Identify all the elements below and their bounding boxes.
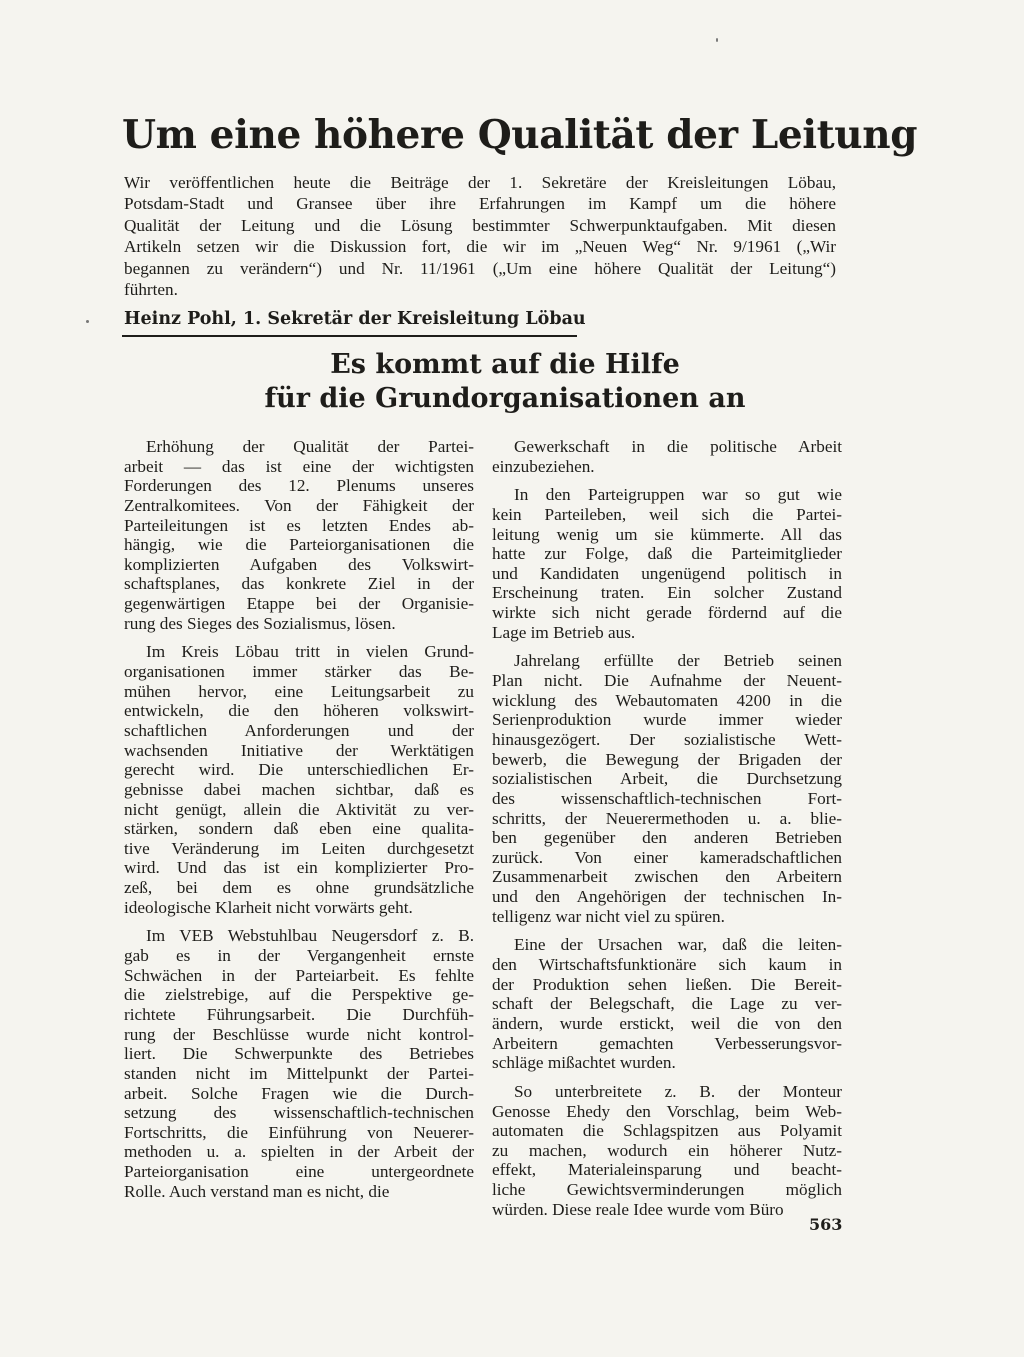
text-line: Gewerkschaft in die politische Arbeit [514,437,842,456]
text-line: würden. Diese reale Idee wurde vom Büro [492,1199,784,1219]
text-line: liert. Die Schwerpunkte des Betriebes [124,1044,474,1064]
paragraph [492,485,842,642]
text-line: Serienproduktion wurde immer wieder [492,710,842,730]
intro-line: Qualität der Leitung und die Lösung bestimmter Schwerpunktaufgaben. Mit diesen [124,215,836,235]
paragraph [124,437,474,633]
text-line: komplizierten Aufgaben des Volkswirt- [124,554,474,574]
print-speck [86,320,89,323]
text-line: rung des Sieges des Sozialismus, lösen. [124,613,396,633]
text-line: zu machen, wodurch ein höherer Nutz- [492,1140,842,1160]
text-line: Fortschritts, die Einführung von Neuerer- [124,1122,474,1142]
text-line: gegenwärtigen Etappe bei der Organisie- [124,594,474,614]
text-line: und Kandidaten ungenügend politisch in [492,563,842,583]
text-line: der Produktion sehen ließen. Die Bereit- [492,974,842,994]
paragraph [124,642,474,917]
text-line: einzubeziehen. [492,456,595,476]
left-column [124,437,474,1210]
text-line: So unterbreitete z. B. der Monteur [514,1081,842,1101]
text-line: Im VEB Webstuhlbau Neugersdorf z. B. [146,926,474,946]
text-line: leitung wenig um sie kümmerte. All das [492,524,842,544]
text-line: gab es in der Vergangenheit ernste [124,946,474,966]
text-line: gerecht wird. Die unterschiedlichen Er- [124,760,474,780]
text-line: Schwächen in der Parteiarbeit. Es fehlte [124,965,474,985]
text-line: Arbeitern gemachten Verbesserungsvor- [492,1033,842,1053]
text-line: standen nicht im Mittelpunkt der Partei- [124,1063,474,1083]
byline-underline [122,335,577,337]
paragraph [492,1082,842,1219]
text-line: stärken, sondern daß eben eine qualita- [124,819,474,839]
text-line: des wissenschaftlich-technischen Fort- [492,788,842,808]
text-line: entwickeln, die den höheren volkswirt- [124,701,474,721]
intro-line: begannen zu verändern“) und Nr. 11/1961 („Um eine höhere Qualität der Leitung“) [124,258,836,278]
intro-paragraph [124,172,836,300]
text-line: Erscheinung traten. Ein solcher Zustand [492,583,842,603]
text-line: Erhöhung der Qualität der Partei- [146,437,474,456]
text-line: wird. Und das ist ein komplizierter Pro- [124,858,474,878]
text-line: zurück. Von einer kameradschaftlichen [492,847,842,867]
text-line: schläge mißachtet wurden. [492,1053,676,1073]
text-line: zeß, bei dem es ohne grundsätzliche [124,878,474,898]
text-line: methoden u. a. spielten in der Arbeit der [124,1142,474,1162]
text-line: hängig, wie die Parteiorganisationen die [124,535,474,555]
paragraph [492,651,842,926]
intro-line: führten. [124,280,178,300]
text-line: hatte zur Folge, daß die Parteimitglieder [492,544,842,564]
text-line: wachsenden Initiative der Werktätigen [124,740,474,760]
intro-line: Potsdam-Stadt und Gransee über ihre Erfahrungen im Kampf um die höhere [124,194,836,214]
text-line: ideologische Klarheit nicht vorwärts geht. [124,897,413,917]
text-line: sozialistischen Arbeit, die Durchsetzung [492,769,842,789]
text-line: arbeit — das ist eine der wichtigsten [124,456,474,476]
text-line: organisationen immer stärker das Be- [124,662,474,682]
text-line: ändern, wurde erstickt, weil die von den [492,1013,842,1033]
text-line: schaftlichen Anforderungen und der [124,720,474,740]
print-speck [716,38,718,42]
text-line: Rolle. Auch verstand man es nicht, die [124,1181,390,1201]
text-line: Zusammenarbeit zwischen den Arbeitern [492,867,842,887]
intro-line: Wir veröffentlichen heute die Beiträge der 1. Sekretäre der Kreisleitungen Löbau, [124,173,836,192]
text-line: Parteileitungen ist es letzten Endes ab- [124,515,474,535]
text-line: telligenz war nicht viel zu spüren. [492,906,725,926]
text-line: mühen hervor, eine Leitungsarbeit zu [124,681,474,701]
text-line: hinausgezögert. Der sozialistische Wett- [492,729,842,749]
text-line: Parteiorganisation eine untergeordnete [124,1162,474,1182]
text-line: rung der Beschlüsse wurde nicht kontrol- [124,1024,474,1044]
text-line: tive Veränderung im Leiten durchgesetzt [124,838,474,858]
text-line: wirkte sich nicht gerade fördernd auf die [492,603,842,623]
page-number: 563 [809,1215,843,1234]
text-line: kein Parteileben, weil sich die Partei- [492,504,842,524]
text-line: wicklung des Webautomaten 4200 in die [492,690,842,710]
subtitle-line: für die Grundorganisationen an [264,383,746,414]
text-line: Zentralkomitees. Von der Fähigkeit der [124,495,474,515]
text-line: liche Gewichtsverminderungen möglich [492,1180,842,1200]
text-line: Genosse Ehedy den Vorschlag, beim Web- [492,1101,842,1121]
text-line: ben gegenüber den anderen Betrieben [492,828,842,848]
text-line: schaft der Belegschaft, die Lage zu ver- [492,994,842,1014]
text-line: den Wirtschaftsfunktionäre sich kaum in [492,955,842,975]
text-line: In den Parteigruppen war so gut wie [514,485,842,505]
article-subtitle [240,348,770,416]
text-line: Im Kreis Löbau tritt in vielen Grund- [146,642,474,662]
article-title: Um eine höhere Qualität der Leitung [122,112,918,158]
subtitle-line: Es kommt auf die Hilfe [330,349,680,380]
paragraph [124,926,474,1201]
paragraph [492,437,842,476]
text-line: gebnisse dabei machen sichtbar, daß es [124,779,474,799]
text-line: effekt, Materialeinsparung und beacht- [492,1160,842,1180]
text-line: arbeit. Solche Fragen wie die Durch- [124,1083,474,1103]
text-line: automaten die Schlagspitzen aus Polyamit [492,1121,842,1141]
text-line: Lage im Betrieb aus. [492,622,636,642]
author-byline: Heinz Pohl, 1. Sekretär der Kreisleitung Löbau [124,309,586,329]
text-line: Eine der Ursachen war, daß die leiten- [514,935,842,955]
intro-line: Artikeln setzen wir die Diskussion fort, die wir im „Neuen Weg“ Nr. 9/1961 („Wir [124,237,836,257]
text-line: die zielstrebige, auf die Perspektive ge- [124,985,474,1005]
text-line: Jahrelang erfüllte der Betrieb seinen [514,651,842,671]
text-line: schritts, der Neuerermethoden u. a. blie- [492,808,842,828]
text-line: schaftsplanes, das konkrete Ziel in der [124,574,474,594]
text-line: Plan nicht. Die Aufnahme der Neuent- [492,671,842,691]
text-line: und den Angehörigen der technischen In- [492,887,842,907]
text-line: richtete Führungsarbeit. Die Durchfüh- [124,1004,474,1024]
text-line: setzung des wissenschaftlich-technischen [124,1103,474,1123]
right-column [492,437,842,1228]
paragraph [492,935,842,1072]
text-line: bewerb, die Bewegung der Brigaden der [492,749,842,769]
text-line: nicht genügt, allein die Aktivität zu ver- [124,799,474,819]
text-line: Forderungen des 12. Plenums unseres [124,476,474,496]
